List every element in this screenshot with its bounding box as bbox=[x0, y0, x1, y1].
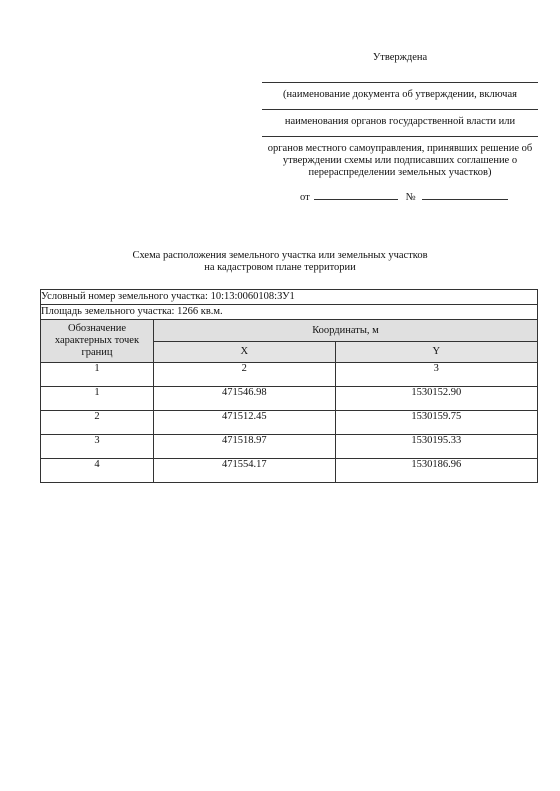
y-cell: 1530152.90 bbox=[335, 387, 537, 411]
table-row bbox=[41, 387, 538, 411]
x-cell: 471554.17 bbox=[154, 459, 336, 483]
point-cell: 1 bbox=[41, 387, 154, 411]
coordinates-table bbox=[40, 289, 538, 483]
table-row bbox=[41, 363, 538, 387]
approval-block bbox=[262, 52, 538, 204]
scheme-title-line-2: на кадастровом плане территории bbox=[204, 262, 356, 273]
y-cell: 1530186.96 bbox=[335, 459, 537, 483]
x-cell: 471518.97 bbox=[154, 435, 336, 459]
parcel-number-row bbox=[41, 290, 538, 305]
x-cell: 2 bbox=[154, 363, 336, 387]
table-row bbox=[41, 411, 538, 435]
coordinates-header: Координаты, м bbox=[154, 320, 538, 342]
date-blank bbox=[314, 189, 398, 200]
x-column-header: X bbox=[154, 342, 336, 363]
point-cell: 3 bbox=[41, 435, 154, 459]
y-cell: 1530195.33 bbox=[335, 435, 537, 459]
approval-line-3: органов местного самоуправления, принявших решение об утверждении схемы или подписавших соглашение о перераспределении земельных участков) bbox=[267, 143, 533, 178]
point-cell: 4 bbox=[41, 459, 154, 483]
scheme-title bbox=[40, 250, 520, 274]
parcel-number: Условный номер земельного участка: 10:13:0060108:ЗУ1 bbox=[41, 290, 538, 305]
number-label: № bbox=[405, 192, 416, 203]
parcel-area-row bbox=[41, 305, 538, 320]
table-row bbox=[41, 435, 538, 459]
table-row bbox=[41, 459, 538, 483]
point-cell: 1 bbox=[41, 363, 154, 387]
y-column-header: Y bbox=[335, 342, 537, 363]
y-cell: 3 bbox=[335, 363, 537, 387]
x-cell: 471512.45 bbox=[154, 411, 336, 435]
number-blank bbox=[422, 189, 508, 200]
point-cell: 2 bbox=[41, 411, 154, 435]
approval-title: Утверждена bbox=[372, 52, 428, 63]
approval-line-2: наименования органов государственной власти или bbox=[284, 116, 516, 127]
date-label: от bbox=[300, 192, 310, 203]
y-cell: 1530159.75 bbox=[335, 411, 537, 435]
point-column-header: Обозначение характерных точек границ bbox=[41, 320, 154, 363]
approval-date-line bbox=[262, 189, 538, 204]
scheme-title-line-1: Схема расположения земельного участка или земельных участков bbox=[132, 250, 428, 261]
parcel-area: Площадь земельного участка: 1266 кв.м. bbox=[41, 305, 538, 320]
table-header-row bbox=[41, 320, 538, 342]
x-cell: 471546.98 bbox=[154, 387, 336, 411]
approval-line-1: (наименование документа об утверждении, включая bbox=[283, 89, 517, 100]
